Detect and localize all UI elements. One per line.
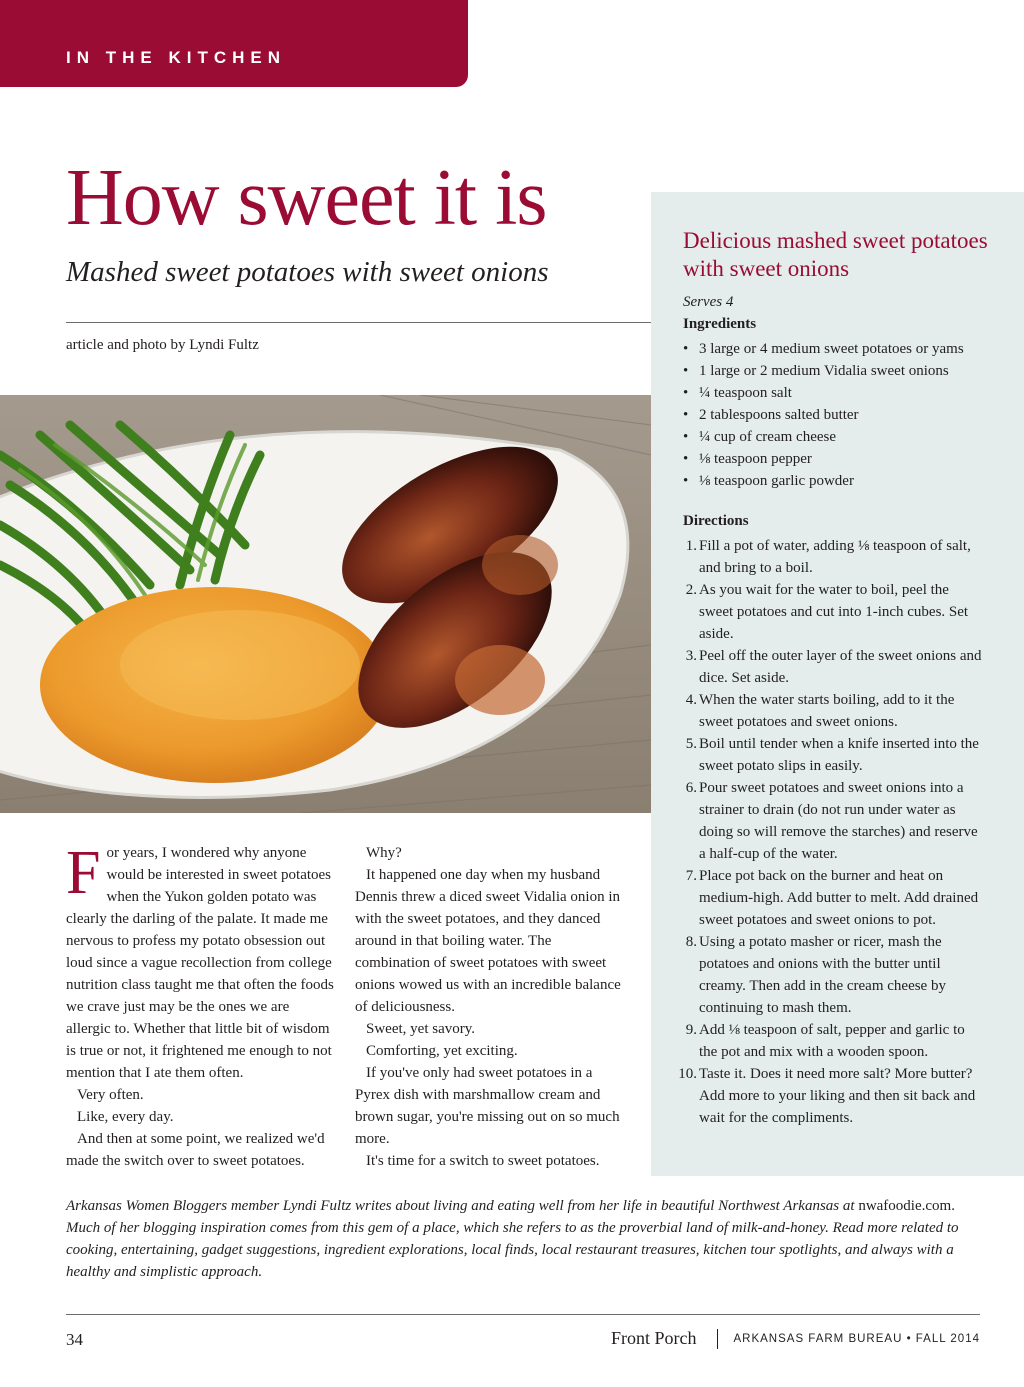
step-text: As you wait for the water to boil, peel the sweet potatoes and cut into 1-inch cubes. Set aside. — [699, 582, 969, 642]
section-tab — [0, 0, 468, 87]
direction-step — [683, 579, 983, 645]
step-text: Pour sweet potatoes and sweet onions into a strainer to drain (do not run under water as doing so will remove the starches) and reserve a half-cup of the water. — [699, 780, 978, 862]
footer-separator — [717, 1329, 718, 1349]
ingredients-list — [683, 338, 964, 492]
recipe-sidebar — [651, 192, 1024, 1176]
author-bio: Arkansas Women Bloggers member Lyndi Fultz writes about living and eating well from her life in beautiful Northwest Arkansas at nwafoodie.com. Much of her blogging inspiration comes from this gem of a place, which she refers to as the proverbial land of milk-and-honey. Read more related to cooking, entertaining, gadget suggestions, ingredient explorations, local finds, local restaurant treasures, kitchen tour spotlights, and always with a healthy and simplistic approach. — [66, 1198, 959, 1280]
ingredient-item: • 3 large or 4 medium sweet potatoes or yams — [683, 338, 964, 360]
magazine-name: Front Porch — [610, 1328, 697, 1348]
step-text: Peel off the outer layer of the sweet onions and dice. Set aside. — [699, 648, 982, 686]
drop-cap: F — [66, 839, 101, 907]
step-text: Using a potato masher or ricer, mash the potatoes and onions with the butter until creamy. Then add in the cream cheese by continuing to mash them. — [699, 934, 946, 1016]
title-divider — [66, 322, 651, 323]
direction-step — [678, 1063, 983, 1129]
body-paragraph: Very often. — [77, 1087, 144, 1103]
step-text: Taste it. Does it need more salt? More butter? Add more to your liking and then sit back and wait for the compliments. — [699, 1066, 976, 1126]
body-paragraph: Why? — [366, 845, 402, 861]
direction-step — [683, 777, 983, 865]
body-paragraph: If you've only had sweet potatoes in a Pyrex dish with marshmallow cream and brown sugar, you're missing out on so much more. — [355, 1065, 620, 1147]
footer-masthead — [611, 1328, 980, 1349]
body-paragraph: It happened one day when my husband Dennis threw a diced sweet Vidalia onion in with the sweet potatoes, and they danced around in that boiling water. The combination of sweet potatoes with sweet onions wowed us with an incredible balance of deliciousness. — [355, 867, 621, 1015]
body-paragraph: Like, every day. — [77, 1109, 174, 1125]
directions-heading: Directions — [683, 513, 749, 529]
article-title: How sweet it is — [66, 154, 547, 242]
direction-step — [683, 535, 983, 579]
ingredient-item: • ⅛ teaspoon pepper — [683, 448, 964, 470]
direction-step — [683, 645, 983, 689]
step-text: Boil until tender when a knife inserted into the sweet potato slips in easily. — [699, 736, 979, 774]
recipe-title: Delicious mashed sweet potatoes with sweet onions — [683, 228, 988, 281]
direction-step — [683, 733, 983, 777]
article-column-2 — [355, 842, 625, 1172]
direction-step — [683, 865, 983, 931]
body-paragraph: Comforting, yet exciting. — [366, 1043, 518, 1059]
body-paragraph: For years, I wondered why anyone would be interested in sweet potatoes when the Yukon golden potato was clearly the darling of the palate. It made me nervous to profess my potato obsession out loud since a vague recollection from college nutrition class taught me that often the foods we crave just may be the ones we are allergic to. Whether that little bit of wisdom is true or not, it frightened me enough to not mention that I ate them often. — [66, 839, 334, 1081]
footer-divider — [66, 1314, 980, 1315]
direction-step — [683, 689, 983, 733]
direction-step — [683, 1019, 983, 1063]
blog-link[interactable]: nwafoodie.com. — [858, 1198, 955, 1214]
step-number: 8. — [685, 934, 697, 950]
directions-list — [678, 535, 983, 1129]
step-text: Fill a pot of water, adding ⅛ teaspoon of salt, and bring to a boil. — [699, 538, 971, 576]
article-column-1 — [66, 839, 334, 1172]
body-paragraph: It's time for a switch to sweet potatoes. — [366, 1153, 600, 1169]
recipe-serves: Serves 4 — [683, 294, 734, 310]
publisher-issue: ARKANSAS FARM BUREAU • FALL 2014 — [733, 1332, 980, 1345]
step-text: Place pot back on the burner and heat on medium-high. Add butter to melt. Add drained sweet potatoes and sweet onions to pot. — [699, 868, 979, 928]
step-number: 3. — [685, 648, 697, 664]
step-number: 2. — [685, 582, 697, 598]
body-paragraph: Sweet, yet savory. — [366, 1021, 475, 1037]
ingredient-item: • ⅛ teaspoon garlic powder — [683, 470, 964, 492]
direction-step — [683, 931, 983, 1019]
ingredient-item: • 1 large or 2 medium Vidalia sweet onions — [683, 360, 964, 382]
step-number: 4. — [685, 692, 697, 708]
step-text: Add ⅛ teaspoon of salt, pepper and garlic to the pot and mix with a wooden spoon. — [699, 1022, 965, 1060]
section-label: IN THE KITCHEN — [66, 48, 286, 67]
ingredients-heading: Ingredients — [683, 316, 757, 332]
step-number: 10. — [678, 1066, 697, 1082]
step-number: 9. — [685, 1022, 697, 1038]
step-number: 5. — [685, 736, 697, 752]
step-text: When the water starts boiling, add to it the sweet potatoes and sweet onions. — [699, 692, 955, 730]
body-paragraph: And then at some point, we realized we'd made the switch over to sweet potatoes. — [66, 1131, 325, 1169]
step-number: 1. — [685, 538, 697, 554]
ingredient-item: • 2 tablespoons salted butter — [683, 404, 964, 426]
article-subtitle: Mashed sweet potatoes with sweet onions — [66, 256, 549, 288]
step-number: 7. — [685, 868, 697, 884]
byline: article and photo by Lyndi Fultz — [66, 337, 259, 353]
food-photo — [0, 395, 651, 813]
ingredient-item: • ¼ cup of cream cheese — [683, 426, 964, 448]
ingredient-item: • ¼ teaspoon salt — [683, 382, 964, 404]
page-number: 34 — [66, 1330, 83, 1349]
step-number: 6. — [685, 780, 697, 796]
